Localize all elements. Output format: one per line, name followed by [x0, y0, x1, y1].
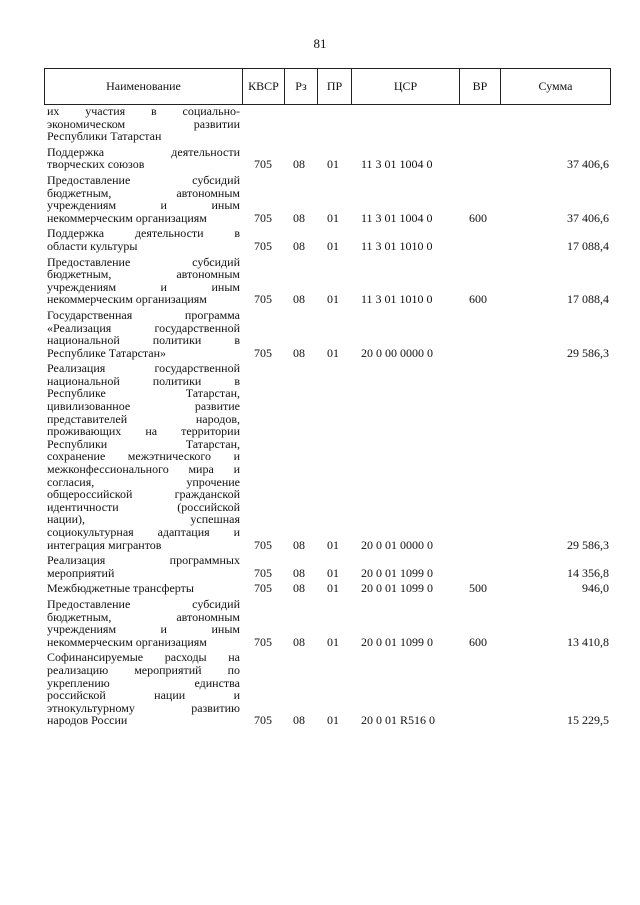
row-name-line: сохранение межэтнического и	[47, 449, 240, 464]
row-name	[44, 174, 240, 224]
row-name	[44, 146, 240, 171]
row-kvsr: 705	[254, 292, 272, 307]
row-csr: 20 0 01 0000 0	[361, 537, 433, 552]
row-name-line: некоммерческим организациям	[47, 634, 207, 649]
row-kvsr: 705	[254, 210, 272, 225]
row-sum: 13 410,8	[567, 634, 609, 649]
row-name-line: области культуры	[47, 238, 138, 253]
table-row	[44, 554, 611, 579]
row-name-line: Государственная программа	[47, 307, 240, 322]
row-name-line: Предоставление субсидий	[47, 172, 240, 187]
table-row	[44, 146, 611, 171]
row-pr: 01	[327, 713, 339, 728]
table-body	[44, 105, 611, 727]
row-csr: 11 3 01 1010 0	[361, 238, 433, 253]
row-name	[44, 256, 240, 306]
row-name	[44, 362, 240, 551]
header-rz: Рз	[284, 69, 317, 104]
row-name-line: реализацию мероприятий по	[47, 662, 240, 677]
row-rz: 08	[293, 210, 305, 225]
row-name-line: межконфессионального мира и	[47, 462, 240, 477]
row-sum: 946,0	[582, 581, 609, 596]
row-vr: 600	[469, 210, 487, 225]
header-sum: Сумма	[500, 69, 610, 104]
row-pr: 01	[327, 565, 339, 580]
row-name	[44, 554, 240, 579]
row-name-line: Республике Татарстан,	[47, 386, 240, 401]
table-row	[44, 309, 611, 359]
row-pr: 01	[327, 210, 339, 225]
row-kvsr: 705	[254, 238, 272, 253]
row-kvsr: 705	[254, 345, 272, 360]
row-sum: 37 406,6	[567, 210, 609, 225]
budget-table	[44, 68, 611, 727]
table-row	[44, 362, 611, 551]
row-name	[44, 582, 240, 595]
row-name-line: мероприятий	[47, 565, 115, 580]
row-name	[44, 227, 240, 252]
row-csr: 20 0 01 1099 0	[361, 565, 433, 580]
header-csr: ЦСР	[351, 69, 459, 104]
row-name-line: учреждениям и иным	[47, 198, 240, 213]
row-pr: 01	[327, 634, 339, 649]
row-name-line: общероссийской гражданской	[47, 487, 240, 502]
row-name-line: Республике Татарстан»	[47, 345, 167, 360]
row-csr: 20 0 01 1099 0	[361, 634, 433, 649]
row-name	[44, 598, 240, 648]
row-name-line: Предоставление субсидий	[47, 596, 240, 611]
row-vr: 500	[469, 581, 487, 596]
header-pr: ПР	[317, 69, 351, 104]
row-name-line: бюджетным, автономным	[47, 185, 240, 200]
row-pr: 01	[327, 345, 339, 360]
row-name-line: российской нации и	[47, 688, 240, 703]
row-rz: 08	[293, 713, 305, 728]
row-name-line: Софинансируемые расходы на	[47, 650, 240, 665]
row-kvsr: 705	[254, 157, 272, 172]
row-sum: 17 088,4	[567, 292, 609, 307]
row-name-line: народов России	[47, 713, 128, 728]
row-name-line: творческих союзов	[47, 157, 145, 172]
table-row	[44, 651, 611, 727]
header-name: Наименование	[106, 79, 181, 93]
row-rz: 08	[293, 345, 305, 360]
row-name-line: учреждениям и иным	[47, 622, 240, 637]
row-name-line: цивилизованное развитие	[47, 399, 240, 414]
row-vr: 600	[469, 634, 487, 649]
row-name-line: Межбюджетные трансферты	[47, 581, 194, 596]
row-name-line: Поддержка деятельности	[47, 144, 240, 159]
row-csr: 11 3 01 1004 0	[361, 210, 433, 225]
row-sum: 29 586,3	[567, 345, 609, 360]
table-row	[44, 598, 611, 648]
row-name-line: этнокультурному развитию	[47, 700, 240, 715]
row-sum: 17 088,4	[567, 238, 609, 253]
row-name-line: бюджетным, автономным	[47, 267, 240, 282]
row-name-line: «Реализация государственной	[47, 320, 240, 335]
row-name-line: Предоставление субсидий	[47, 254, 240, 269]
row-csr: 20 0 01 R516 0	[361, 713, 436, 728]
table-header	[44, 68, 611, 105]
row-name-line: Поддержка деятельности в	[47, 226, 240, 241]
row-pr: 01	[327, 537, 339, 552]
table-row	[44, 256, 611, 306]
row-csr: 11 3 01 1004 0	[361, 157, 433, 172]
row-name-line: бюджетным, автономным	[47, 609, 240, 624]
row-csr: 11 3 01 1010 0	[361, 292, 433, 307]
header-kvsr: КВСР	[242, 69, 284, 104]
header-vr: ВР	[459, 69, 500, 104]
row-rz: 08	[293, 238, 305, 253]
row-name-line: Реализация программных	[47, 553, 240, 568]
row-pr: 01	[327, 581, 339, 596]
row-name	[44, 651, 240, 727]
row-pr: 01	[327, 238, 339, 253]
row-name-line: некоммерческим организациям	[47, 210, 207, 225]
row-name	[44, 309, 240, 359]
row-rz: 08	[293, 292, 305, 307]
row-name-line: интеграция мигрантов	[47, 537, 162, 552]
table-row	[44, 582, 611, 595]
row-name-line: экономическом развитии	[47, 116, 240, 131]
row-name-line: согласия, упрочение	[47, 474, 240, 489]
row-pr: 01	[327, 157, 339, 172]
row-sum: 37 406,6	[567, 157, 609, 172]
row-name-line: Республики Татарстан	[47, 129, 162, 144]
row-name-line: национальной политики в	[47, 373, 240, 388]
row-name-line: Республики Татарстан,	[47, 436, 240, 451]
row-name-line: их участия в социально-	[47, 104, 240, 118]
table-row	[44, 174, 611, 224]
row-name-line: идентичности (российской	[47, 499, 240, 514]
row-name-line: проживающих на территории	[47, 424, 240, 439]
row-pr: 01	[327, 292, 339, 307]
row-kvsr: 705	[254, 634, 272, 649]
row-name-line: национальной политики в	[47, 333, 240, 348]
row-kvsr: 705	[254, 537, 272, 552]
row-name-line: Реализация государственной	[47, 361, 240, 376]
row-sum: 29 586,3	[567, 537, 609, 552]
row-sum: 14 356,8	[567, 565, 609, 580]
row-rz: 08	[293, 581, 305, 596]
row-kvsr: 705	[254, 581, 272, 596]
row-rz: 08	[293, 537, 305, 552]
row-kvsr: 705	[254, 713, 272, 728]
row-sum: 15 229,5	[567, 713, 609, 728]
row-rz: 08	[293, 565, 305, 580]
row-name-line: учреждениям и иным	[47, 279, 240, 294]
page-number: 81	[313, 36, 327, 51]
row-name-line: представителей народов,	[47, 411, 240, 426]
row-name-line: некоммерческим организациям	[47, 292, 207, 307]
table-row	[44, 227, 611, 252]
row-csr: 20 0 01 1099 0	[361, 581, 433, 596]
row-name-line: социокультурная адаптация и	[47, 525, 240, 539]
row-name-line: нации), успешная	[47, 512, 240, 527]
row-name-line: укреплению единства	[47, 675, 240, 690]
row-rz: 08	[293, 634, 305, 649]
row-kvsr: 705	[254, 565, 272, 580]
row-vr: 600	[469, 292, 487, 307]
row-csr: 20 0 00 0000 0	[361, 345, 433, 360]
table-row	[44, 105, 611, 143]
row-rz: 08	[293, 157, 305, 172]
row-name	[44, 105, 240, 143]
